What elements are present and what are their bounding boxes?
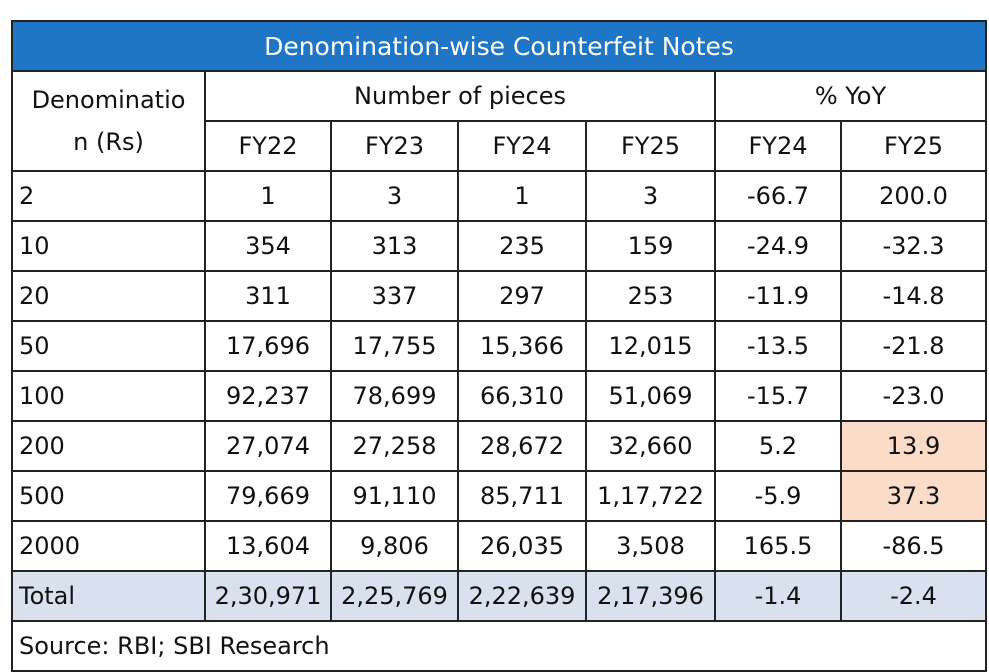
pieces-cell: 28,672 [458,421,586,471]
table-row [12,471,986,521]
table-row [12,271,986,321]
yoy-cell: 5.2 [715,421,841,471]
year-header: FY24 [715,121,841,171]
yoy-group-header: % YoY [715,71,986,121]
yoy-cell-highlighted: 13.9 [841,421,986,471]
year-header: FY25 [586,121,715,171]
total-yoy-cell: -2.4 [841,571,986,621]
pieces-cell: 1 [458,171,586,221]
pieces-cell: 17,755 [331,321,458,371]
table-row [12,171,986,221]
header-row-1 [12,71,986,121]
denomination-cell: 10 [12,221,205,271]
table-title-row [12,21,986,71]
yoy-cell: -23.0 [841,371,986,421]
total-label: Total [12,571,205,621]
yoy-cell: -66.7 [715,171,841,221]
pieces-cell: 85,711 [458,471,586,521]
pieces-cell: 235 [458,221,586,271]
counterfeit-notes-table [11,20,987,672]
source-note: Source: RBI; SBI Research [12,621,986,671]
pieces-cell: 3,508 [586,521,715,571]
pieces-group-header: Number of pieces [205,71,715,121]
year-header: FY25 [841,121,986,171]
denomination-cell: 2000 [12,521,205,571]
pieces-cell: 3 [586,171,715,221]
denomination-cell: 200 [12,421,205,471]
total-pieces-cell: 2,25,769 [331,571,458,621]
pieces-cell: 27,074 [205,421,331,471]
pieces-cell: 159 [586,221,715,271]
yoy-cell: -86.5 [841,521,986,571]
pieces-cell: 51,069 [586,371,715,421]
table-row [12,421,986,471]
year-header: FY24 [458,121,586,171]
pieces-cell: 26,035 [458,521,586,571]
pieces-cell: 297 [458,271,586,321]
pieces-cell: 313 [331,221,458,271]
pieces-cell: 92,237 [205,371,331,421]
year-header: FY23 [331,121,458,171]
pieces-cell: 27,258 [331,421,458,471]
yoy-cell: -15.7 [715,371,841,421]
yoy-cell: -24.9 [715,221,841,271]
pieces-cell: 17,696 [205,321,331,371]
source-row [12,621,986,671]
pieces-cell: 13,604 [205,521,331,571]
table-title: Denomination-wise Counterfeit Notes [12,21,986,71]
yoy-cell-highlighted: 37.3 [841,471,986,521]
total-yoy-cell: -1.4 [715,571,841,621]
yoy-cell: -5.9 [715,471,841,521]
denomination-cell: 500 [12,471,205,521]
pieces-cell: 15,366 [458,321,586,371]
pieces-cell: 9,806 [331,521,458,571]
table-row [12,371,986,421]
pieces-cell: 1,17,722 [586,471,715,521]
year-header: FY22 [205,121,331,171]
yoy-cell: -11.9 [715,271,841,321]
denomination-header [12,71,205,171]
pieces-cell: 337 [331,271,458,321]
pieces-cell: 91,110 [331,471,458,521]
pieces-cell: 311 [205,271,331,321]
denomination-header-line-2: n (Rs) [73,128,144,156]
table-row [12,521,986,571]
pieces-cell: 78,699 [331,371,458,421]
yoy-cell: 200.0 [841,171,986,221]
yoy-cell: 165.5 [715,521,841,571]
pieces-cell: 3 [331,171,458,221]
yoy-cell: -32.3 [841,221,986,271]
pieces-cell: 32,660 [586,421,715,471]
table-row [12,321,986,371]
denomination-header-line-1: Denominatio [31,86,186,114]
yoy-cell: -14.8 [841,271,986,321]
table-row [12,221,986,271]
total-row [12,571,986,621]
denomination-cell: 20 [12,271,205,321]
denomination-cell: 50 [12,321,205,371]
pieces-cell: 79,669 [205,471,331,521]
total-pieces-cell: 2,17,396 [586,571,715,621]
pieces-cell: 253 [586,271,715,321]
pieces-cell: 1 [205,171,331,221]
total-pieces-cell: 2,22,639 [458,571,586,621]
pieces-cell: 354 [205,221,331,271]
yoy-cell: -13.5 [715,321,841,371]
pieces-cell: 12,015 [586,321,715,371]
yoy-cell: -21.8 [841,321,986,371]
pieces-cell: 66,310 [458,371,586,421]
denomination-cell: 100 [12,371,205,421]
denomination-cell: 2 [12,171,205,221]
total-pieces-cell: 2,30,971 [205,571,331,621]
